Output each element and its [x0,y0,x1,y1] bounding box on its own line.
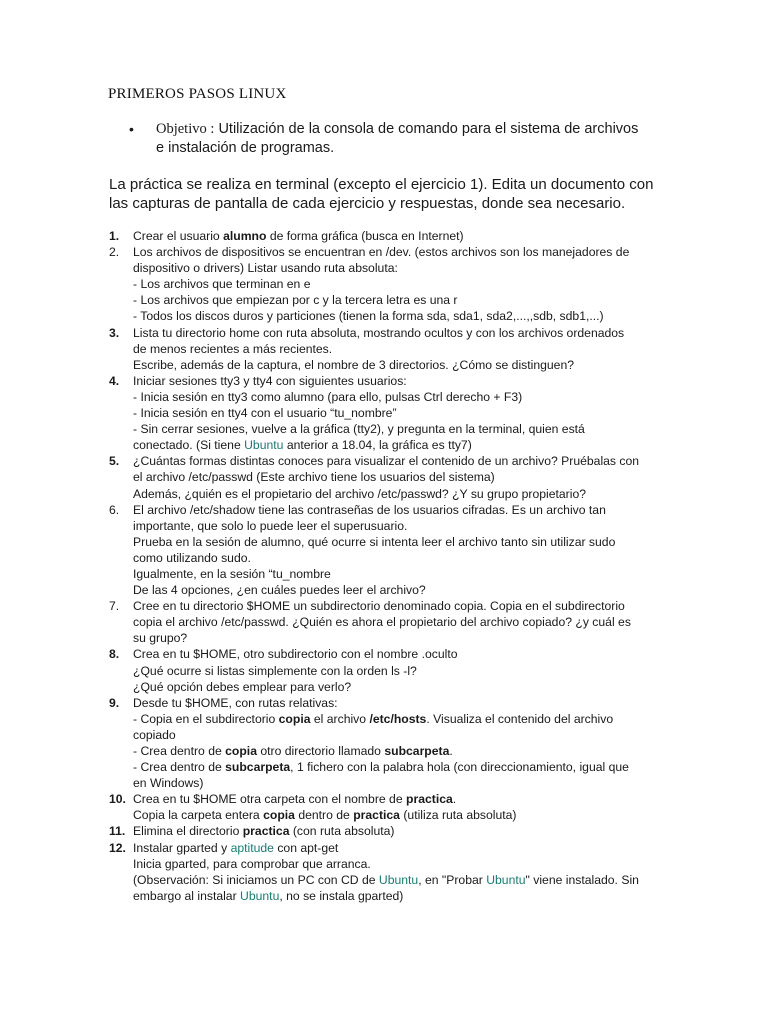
text-run: el archivo [310,711,370,726]
text-run: Elimina el directorio [133,824,243,839]
text-run: conectado. (Si tiene [133,438,245,453]
exercise-line [133,888,657,904]
exercise-line [133,743,657,759]
text-run: " viene instalado. Sin [525,872,639,887]
text-run: - Sin cerrar sesiones, vuelve a la gráfica (tty2), y pregunta en la terminal, quien está [133,422,585,437]
text-run: - Inicia sesión en tty4 con el usuario “tu_nombre” [133,406,397,421]
text-run: Instalar gparted y [133,840,231,855]
bold-term: copia [225,744,257,758]
exercise-line [133,260,657,276]
text-run: Crear el usuario [133,229,224,243]
text-run: Iniciar sesiones tty3 y tty4 con siguientes usuarios: [133,373,407,388]
exercise-line [133,630,657,646]
text-run: (Observación: Si iniciamos un PC con CD de [133,872,379,887]
text-run: Lista tu directorio home con ruta absoluta, mostrando ocultos y con los archivos ordenados [133,325,625,340]
exercise-number: 4. [109,373,120,388]
exercise-line [133,292,657,308]
bold-term: subcarpeta [225,760,291,775]
text-run: otro directorio llamado [256,744,385,758]
text-run: , 1 fichero con la palabra hola (con direccionamiento, igual que [290,760,629,775]
bullet-icon: • [129,121,134,137]
objective-label: Objetivo : [156,121,215,137]
exercise-line [133,791,657,807]
exercise-line [133,228,657,244]
exercise-line [133,872,657,888]
intro-line: las capturas de pantalla de cada ejercicio y respuestas, donde sea necesario. [109,195,626,212]
text-run: embargo al instalar [133,888,241,903]
bold-term: /etc/hosts [369,711,427,726]
text-run: Igualmente, en la sesión “tu_nombre [133,566,331,581]
intro-paragraph [109,175,669,213]
text-run: ¿Qué ocurre si listas simplemente con la orden ls -l? [133,663,417,678]
term-link[interactable]: Ubuntu [240,888,280,903]
exercise-line [133,502,657,518]
text-run: . [449,744,453,758]
exercise-item [109,791,657,823]
text-run: como utilizando sudo. [133,550,251,565]
text-run: . [452,792,457,807]
text-run: Cree en tu directorio $HOME un subdirectorio denominado copia. Copia en el subdirectorio [133,599,625,614]
exercise-line [133,711,657,727]
term-link[interactable]: Ubuntu [486,872,526,887]
exercise-line [133,759,657,775]
exercise-line [133,775,657,791]
text-run: Copia la carpeta entera [133,808,264,823]
bold-term: copia [278,711,311,726]
exercise-line [133,341,657,357]
page-title: PRIMEROS PASOS LINUX [108,86,287,102]
exercise-item [109,502,657,599]
text-run: Además, ¿quién es el propietario del archivo /etc/passwd? ¿Y su grupo propietario? [133,486,586,501]
objective-text-line: Utilización de la consola de comando para el sistema de archivos [218,121,639,137]
text-run: dentro de [294,808,354,823]
text-run: con apt-get [273,840,339,855]
text-run: - Inicia sesión en tty3 como alumno (para ello, pulsas Ctrl derecho + F3) [133,389,523,404]
exercise-line [133,823,657,839]
text-run: Escribe, además de la captura, el nombre de 3 directorios. ¿Cómo se distinguen? [133,357,575,372]
exercise-item [109,598,657,646]
text-run: (con ruta absoluta) [289,824,395,839]
exercise-number: 11. [109,824,126,839]
text-run: , no se instala gparted) [279,888,404,903]
text-run: de forma gráfica (busca en Internet) [266,229,464,243]
exercise-line [133,469,657,485]
exercise-line [133,727,657,743]
exercise-item [109,695,657,792]
exercise-item [109,840,657,904]
exercise-number: 5. [109,454,120,469]
exercise-line [133,421,657,437]
bold-term: copia [263,808,295,823]
term-link[interactable]: Ubuntu [244,438,284,453]
exercise-number: 1. [109,229,120,243]
exercise-line [133,566,657,582]
text-run: Inicia gparted, para comprobar que arranca. [133,856,371,871]
exercise-line [133,437,657,453]
text-run: Los archivos de dispositivos se encuentran en /dev. (estos archivos son los manejadores de [133,245,630,260]
exercise-item [109,244,657,324]
exercise-line [133,373,657,389]
text-run: Crea en tu $HOME, otro subdirectorio con el nombre .oculto [133,647,458,662]
term-link[interactable]: Ubuntu [378,872,419,887]
exercise-number: 7. [109,599,120,614]
intro-line: La práctica se realiza en terminal (excepto el ejercicio 1). Edita un documento con [109,176,654,193]
exercise-line [133,534,657,550]
exercise-number: 12. [109,840,126,855]
objective-text-line: e instalación de programas. [156,140,335,156]
text-run: copiado [133,727,176,742]
bold-term: alumno [223,229,267,243]
text-run: - Todos los discos duros y particiones (tienen la forma sda, sda1, sda2,...,,sdb, sdb1,...) [133,309,604,324]
objective-bullet-item [129,120,674,158]
exercise-line [133,646,657,662]
exercise-line [133,856,657,872]
text-run: importante, que solo lo puede leer el superusuario. [133,518,408,533]
text-run: (utiliza ruta absoluta) [399,808,517,823]
exercise-line [133,276,657,292]
bold-term: practica [406,792,453,807]
exercise-line [133,308,657,324]
text-run: Desde tu $HOME, con rutas relativas: [133,695,338,710]
exercise-item [109,228,657,244]
bold-term: practica [353,808,400,823]
exercise-line [133,518,657,534]
text-run: Crea en tu $HOME otra carpeta con el nombre de [133,792,407,807]
bold-term: subcarpeta [384,744,450,758]
text-run: en Windows) [133,776,204,791]
exercise-line [133,807,657,823]
exercise-item [109,823,657,839]
exercise-number: 2. [109,245,120,260]
text-run: . Visualiza el contenido del archivo [426,711,614,726]
exercise-list [109,228,657,904]
term-link[interactable]: aptitude [230,840,274,855]
exercise-item [109,646,657,694]
text-run: De las 4 opciones, ¿en cuáles puedes leer el archivo? [133,583,426,598]
exercise-line [133,389,657,405]
bold-term: practica [242,824,290,839]
exercise-line [133,614,657,630]
exercise-line [133,244,657,260]
text-run: ¿Cuántas formas distintas conoces para visualizar el contenido de un archivo? Pruébalas con [133,454,640,469]
text-run: - Los archivos que empiezan por c y la tercera letra es una r [133,293,458,308]
text-run: copia el archivo /etc/passwd. ¿Quién es ahora el propietario del archivo copiado? ¿y cuál es [133,615,631,630]
exercise-item [109,325,657,373]
exercise-line [133,453,657,469]
text-run: , en "Probar [418,872,487,887]
text-run: - Los archivos que terminan en e [133,277,311,292]
text-run: - Copia en el subdirectorio [133,711,279,726]
exercise-number: 10. [109,792,126,807]
text-run: de menos recientes a más recientes. [133,341,333,356]
exercise-line [133,695,657,711]
text-run: ¿Qué opción debes emplear para verlo? [133,679,352,694]
exercise-line [133,357,657,373]
exercise-item [109,373,657,453]
text-run: - Crea dentro de [133,744,226,758]
text-run: - Crea dentro de [133,760,226,775]
text-run: El archivo /etc/shadow tiene las contraseñas de los usuarios cifradas. Es un archivo tan [133,502,606,517]
exercise-line [133,405,657,421]
text-run: dispositivo o drivers) Listar usando ruta absoluta: [133,261,398,276]
exercise-line [133,550,657,566]
exercise-number: 3. [109,325,120,340]
text-run: Prueba en la sesión de alumno, qué ocurre si intenta leer el archivo tanto sin utilizar sudo [133,534,616,549]
exercise-number: 8. [109,647,120,662]
exercise-number: 9. [109,695,120,710]
exercise-line [133,582,657,598]
text-run: anterior a 18.04, la gráfica es tty7) [283,438,472,453]
exercise-line [133,598,657,614]
exercise-line [133,486,657,502]
exercise-item [109,453,657,501]
exercise-line [133,679,657,695]
exercise-line [133,663,657,679]
exercise-number: 6. [109,502,120,517]
text-run: su grupo? [133,631,188,646]
text-run: el archivo /etc/passwd (Este archivo tiene los usuarios del sistema) [133,470,495,485]
exercise-line [133,840,657,856]
exercise-line [133,325,657,341]
